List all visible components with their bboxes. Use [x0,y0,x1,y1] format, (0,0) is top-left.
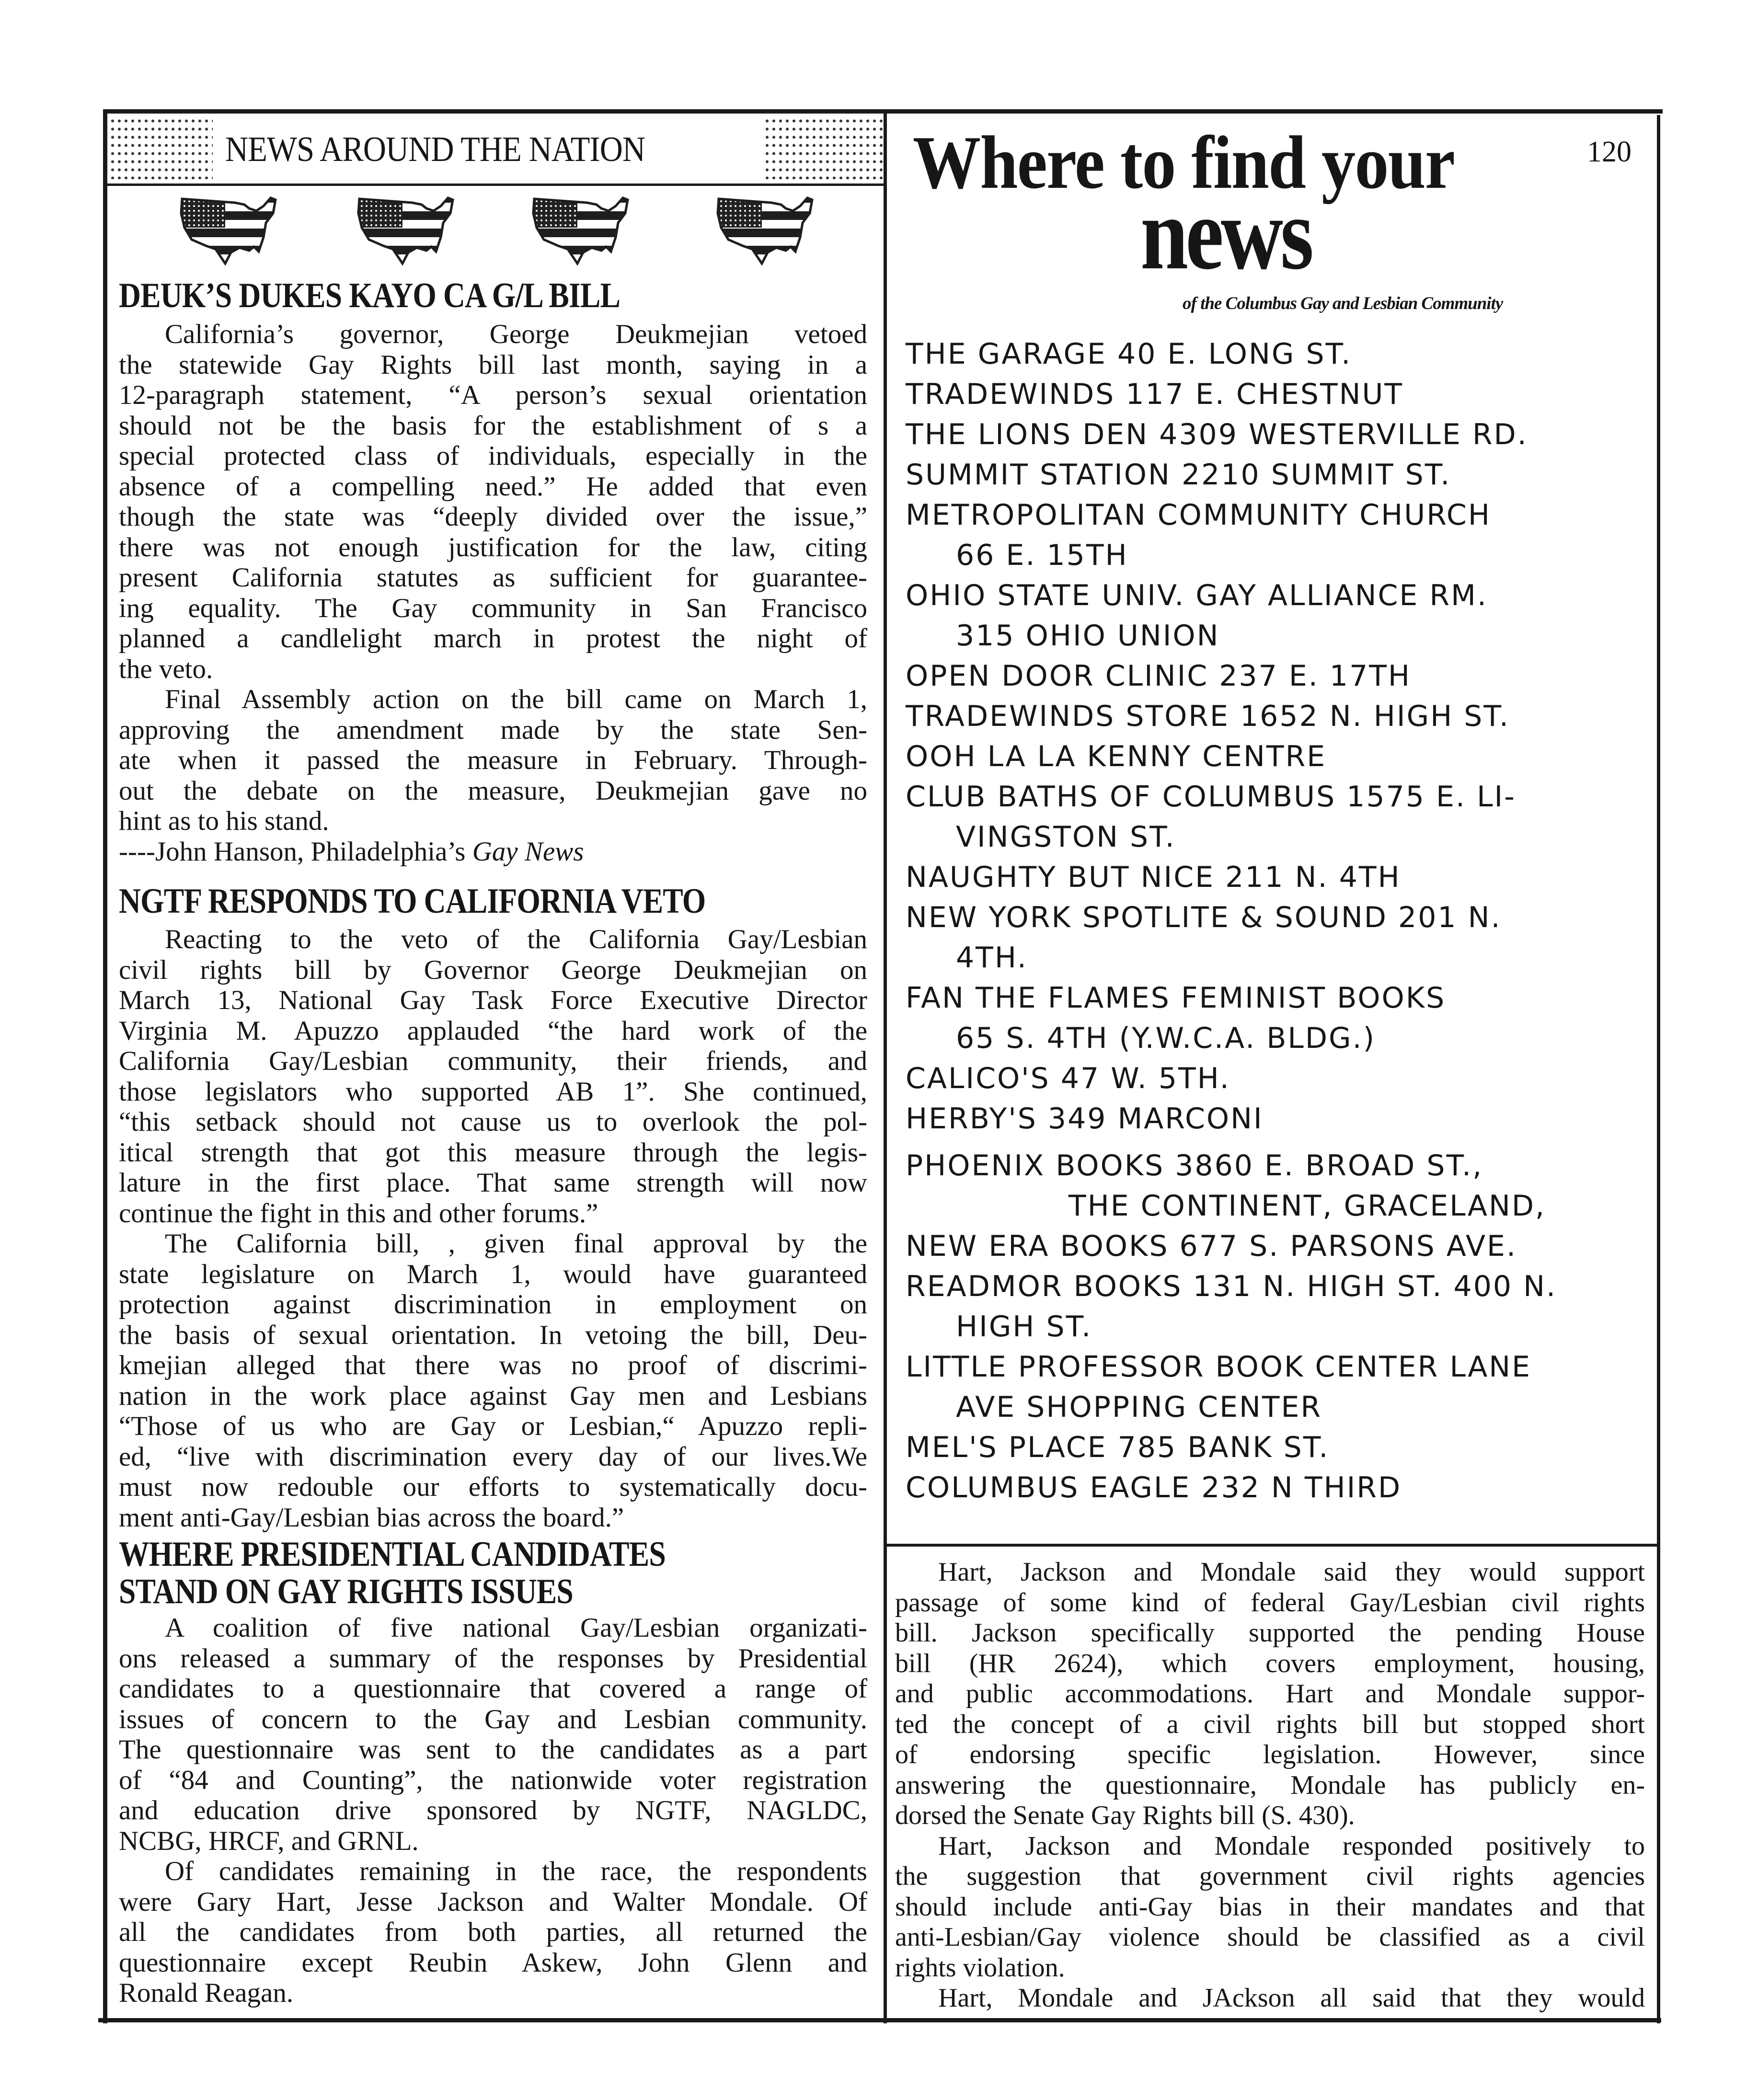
article-headline [119,1536,774,1610]
venue-item [906,696,1658,736]
text-line: dorsed the Senate Gay Rights bill (S. 430). [895,1801,1355,1830]
article-lines [119,1613,867,2008]
text-line: approving the amendment made by the state Sen- [119,714,867,745]
text-line: answering the questionnaire, Mondale has publicly en- [895,1770,1645,1800]
venue-address-continued: 4TH. [956,941,1028,975]
headline-line: STAND ON GAY RIGHTS ISSUES [119,1572,573,1611]
article-body [119,1613,867,2008]
text-line: and education drive sponsored by NGTF, NAGLDC, [119,1795,867,1825]
venue-name-address: TRADEWINDS 117 E. CHESTNUT [906,378,1404,411]
text-line: Of candidates remaining in the race, the respondents [165,1856,867,1886]
text-line: The questionnaire was sent to the candidates as a part [119,1734,867,1765]
venue-item [906,1146,1658,1226]
text-line: ment anti-Gay/Lesbian bias across the board.” [119,1502,624,1533]
article-lines [119,319,867,837]
text-line: should include anti-Gay bias in their mandates and that [895,1892,1645,1922]
venue-address-continued: 66 E. 15TH [956,539,1128,572]
text-line: ons released a summary of the responses by Presidential [119,1643,867,1674]
article-body [119,319,867,867]
text-line: ate when it passed the measure in February. Through- [119,745,867,775]
venue-item [906,1099,1658,1139]
article-lines [119,924,867,1533]
text-line: nation in the work place against Gay men and Lesbians [119,1380,867,1411]
text-line: were Gary Hart, Jesse Jackson and Walter Mondale. Of [119,1886,867,1917]
venue-name-address: COLUMBUS EAGLE 232 N THIRD [906,1471,1402,1504]
venue-name-address: FAN THE FLAMES FEMINIST BOOKS [906,981,1446,1015]
venue-address-continued: THE CONTINENT, GRACELAND, [1069,1189,1546,1223]
text-line: and public accommodations. Hart and Mondale suppor- [895,1679,1645,1709]
article-headline: NGTF RESPONDS TO CALIFORNIA VETO [119,882,706,921]
venue-name-address: NEW YORK SPOTLITE & SOUND 201 N. [906,901,1502,934]
text-line: the basis of sexual orientation. In vetoing the bill, Deu- [119,1320,867,1350]
listing-subtitle: of the Columbus Gay and Lesbian Community [1183,294,1503,313]
frame-left-rule [103,109,107,2023]
venue-name-address: HERBY'S 349 MARCONI [906,1102,1264,1136]
text-line: state legislature on March 1, would have guaranteed [119,1259,867,1289]
article-body [895,1557,1645,2014]
us-map-flag-icon [177,194,283,266]
venue-item [906,334,1658,374]
us-map-flag-icon [714,194,819,266]
venue-item [906,897,1658,978]
venue-item [906,777,1658,857]
text-line: Reacting to the veto of the California Gay/Lesbian [165,924,867,954]
text-line: of “84 and Counting”, the nationwide voter registration [119,1765,867,1795]
text-line: continue the fight in this and other forums.” [119,1198,598,1228]
text-line: all the candidates from both parties, all returned the [119,1917,867,1947]
text-line: ed, “live with discrimination every day of our lives.We [119,1441,867,1472]
frame-top-rule [103,109,1663,114]
venue-name-address: THE GARAGE 40 E. LONG ST. [906,337,1352,371]
text-line: out the debate on the measure, Deukmejian gave no [119,775,867,806]
listing-title: Where to find your [913,121,1455,205]
byline-publication: Gay News [472,836,584,867]
text-line: present California statutes as sufficient for guarantee- [119,562,867,593]
venue-address-continued: 315 OHIO UNION [956,619,1220,653]
frame-bottom-rule [98,2018,1661,2022]
text-line: Virginia M. Apuzzo applauded “the hard work of the [119,1015,867,1046]
headline-line: WHERE PRESIDENTIAL CANDIDATES [119,1535,666,1574]
venue-item [906,414,1658,455]
venue-name-address: MEL'S PLACE 785 BANK ST. [906,1431,1330,1464]
text-line: though the state was “deeply divided over the issue,” [119,502,867,532]
venue-item [906,495,1658,575]
text-line: California’s governor, George Deukmejian vetoed [165,319,867,349]
venue-name-address: CLUB BATHS OF COLUMBUS 1575 E. LI- [906,780,1516,814]
venue-name-address: PHOENIX BOOKS 3860 E. BROAD ST., [906,1149,1483,1182]
text-line: the suggestion that government civil rights agencies [895,1861,1645,1891]
article-body [119,924,867,1533]
text-line: hint as to his stand. [119,806,329,836]
venue-name-address: TRADEWINDS STORE 1652 N. HIGH ST. [906,700,1510,733]
venue-item [906,857,1658,897]
text-line: ing equality. The Gay community in San Francisco [119,593,867,623]
text-line: A coalition of five national Gay/Lesbian organizati- [165,1613,867,1643]
text-line: ted the concept of a civil rights bill but stopped short [895,1709,1645,1739]
text-line: issues of concern to the Gay and Lesbian community. [119,1704,867,1734]
text-line: March 13, National Gay Task Force Executive Director [119,985,867,1015]
text-line: 12-paragraph statement, “A person’s sexual orientation [119,380,867,410]
text-line: “this setback should not cause us to overlook the pol- [119,1107,867,1137]
venue-item [906,1226,1658,1266]
venue-name-address: NEW ERA BOOKS 677 S. PARSONS AVE. [906,1229,1517,1263]
article-lines [895,1557,1645,2014]
venue-name-address: METROPOLITAN COMMUNITY CHURCH [906,498,1491,532]
text-line: bill. Jackson specifically supported the pending House [895,1618,1645,1648]
text-line: should not be the basis for the establishment of s a [119,410,867,441]
venue-address-continued: HIGH ST. [956,1310,1092,1343]
venue-address-continued: VINGSTON ST. [956,820,1176,854]
venue-item [906,736,1658,777]
venue-name-address: OOH LA LA KENNY CENTRE [906,740,1327,773]
text-line: planned a candlelight march in protest the night of [119,623,867,654]
text-line: “Those of us who are Gay or Lesbian,“ Apuzzo repli- [119,1411,867,1441]
text-line: special protected class of individuals, especially in the [119,441,867,471]
text-line: California Gay/Lesbian community, their friends, and [119,1046,867,1076]
listing-title-news: news [1140,176,1311,291]
header-bottom-rule [105,184,885,186]
halftone-pattern-right [764,117,883,179]
text-line: the statewide Gay Rights bill last month, saying in a [119,349,867,380]
venue-name-address: LITTLE PROFESSOR BOOK CENTER LANE [906,1350,1532,1384]
venue-item [906,374,1658,414]
us-map-flag-icon [355,194,460,266]
text-line: of endorsing specific legislation. However, since [895,1740,1645,1769]
halftone-pattern-left [109,117,213,179]
venue-name-address: CALICO'S 47 W. 5TH. [906,1062,1230,1095]
text-line: absence of a compelling need.” He added that even [119,471,867,502]
text-line: those legislators who supported AB 1”. She continued, [119,1076,867,1107]
text-line: itical strength that got this measure through the legis- [119,1137,867,1168]
text-line: bill (HR 2624), which covers employment, housing, [895,1648,1645,1678]
venue-address-continued: AVE SHOPPING CENTER [956,1390,1322,1424]
byline-author: ----John Hanson, Philadelphia’s [119,836,472,867]
venue-item [906,1347,1658,1427]
text-line: kmejian alleged that there was no proof of discrimi- [119,1350,867,1380]
text-line: protection against discrimination in employment on [119,1289,867,1320]
venue-item [906,1427,1658,1468]
venue-item [906,656,1658,696]
text-line: lature in the first place. That same strength will now [119,1168,867,1198]
venue-name-address: OHIO STATE UNIV. GAY ALLIANCE RM. [906,579,1488,612]
venue-address-continued: 65 S. 4TH (Y.W.C.A. BLDG.) [956,1021,1376,1055]
text-line: passage of some kind of federal Gay/Lesbian civil rights [895,1587,1645,1618]
venue-item [906,1266,1658,1347]
text-line: civil rights bill by Governor George Deukmejian on [119,954,867,985]
text-line: Final Assembly action on the bill came on March 1, [165,684,867,714]
article-byline [119,837,867,867]
venue-item [906,1058,1658,1099]
venue-list [906,334,1658,1508]
text-line: Hart, Mondale and JAckson all said that they would [938,1983,1645,2013]
article-headline: DEUK’S DUKES KAYO CA G/L BILL [119,276,620,315]
text-line: The California bill, , given final approval by the [165,1228,867,1259]
text-line: must now redouble our efforts to systematically docu- [119,1472,867,1502]
text-line: there was not enough justification for the law, citing [119,532,867,562]
right-section-divider [885,1544,1659,1547]
venue-item [906,455,1658,495]
section-label: NEWS AROUND THE NATION [225,130,645,169]
venue-item [906,1468,1658,1508]
text-line: Ronald Reagan. [119,1978,294,2008]
text-line: Hart, Jackson and Mondale responded positively to [938,1831,1645,1861]
text-line: anti-Lesbian/Gay violence should be classified as a civil [895,1922,1645,1952]
venue-item [906,575,1658,656]
us-map-flag-icon [529,194,635,266]
venue-name-address: OPEN DOOR CLINIC 237 E. 17TH [906,659,1412,693]
column-divider [884,109,887,2023]
text-line: Hart, Jackson and Mondale said they would support [938,1557,1645,1587]
venue-item [906,978,1658,1058]
text-line: NCBG, HRCF, and GRNL. [119,1825,419,1856]
venue-name-address: SUMMIT STATION 2210 SUMMIT ST. [906,458,1451,492]
venue-name-address: READMOR BOOKS 131 N. HIGH ST. 400 N. [906,1270,1557,1303]
text-line: rights violation. [895,1952,1065,1983]
text-line: candidates to a questionnaire that covered a range of [119,1674,867,1704]
venue-name-address: NAUGHTY BUT NICE 211 N. 4TH [906,861,1401,894]
text-line: questionnaire except Reubin Askew, John Glenn and [119,1947,867,1978]
page-number: 120 [1587,136,1632,168]
venue-name-address: THE LIONS DEN 4309 WESTERVILLE RD. [906,418,1528,451]
text-line: the veto. [119,654,213,684]
